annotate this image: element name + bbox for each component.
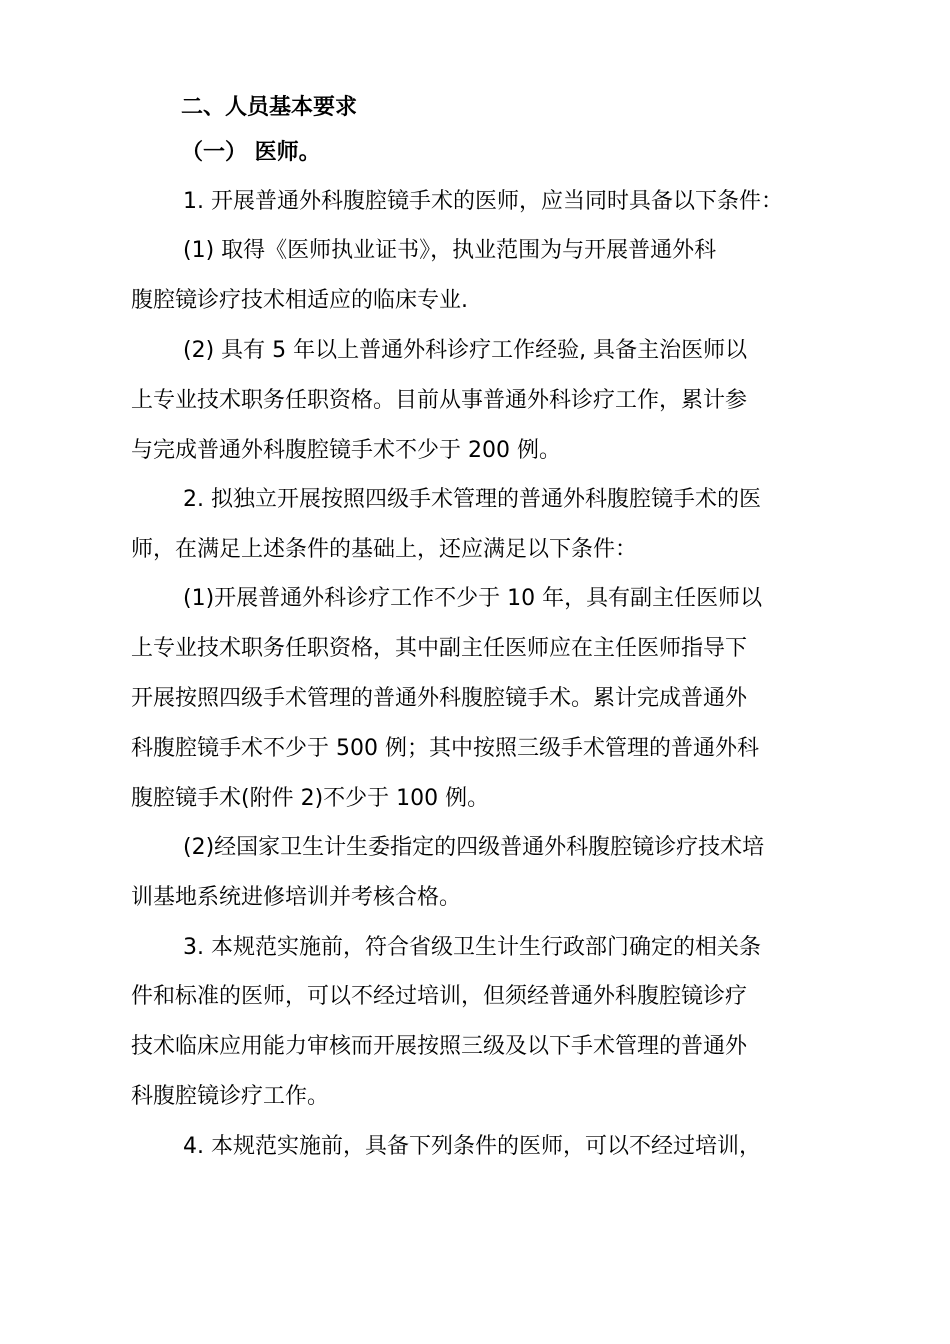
paragraph-line: 上专业技术职务任职资格。目前从事普通外科诊疗工作，累计参 — [131, 388, 748, 413]
paragraph-line: 4. 本规范实施前，具备下列条件的医师，可以不经过培训， — [183, 1134, 761, 1159]
paragraph-line: (1)开展普通外科诊疗工作不少于 10 年，具有副主任医师以 — [183, 586, 763, 611]
paragraph-line: 科腹腔镜诊疗工作。 — [131, 1084, 330, 1109]
paragraph-line: (2) 具有 5 年以上普通外科诊疗工作经验, 具备主治医师以 — [183, 338, 748, 363]
paragraph-line: 2. 拟独立开展按照四级手术管理的普通外科腹腔镜手术的医 — [183, 487, 761, 512]
section-heading: 二、人员基本要求 — [181, 95, 358, 120]
paragraph-line: (2)经国家卫生计生委指定的四级普通外科腹腔镜诊疗技术培 — [183, 835, 765, 860]
paragraph-line: 师，在满足上述条件的基础上，还应满足以下条件： — [131, 537, 638, 562]
paragraph-line: 与完成普通外科腹腔镜手术不少于 200 例。 — [131, 438, 561, 463]
paragraph-line: 3. 本规范实施前，符合省级卫生计生行政部门确定的相关条 — [183, 935, 761, 960]
paragraph-line: 腹腔镜诊疗技术相适应的临床专业. — [131, 288, 468, 313]
subsection-heading: （一） 医师。 — [181, 140, 321, 165]
paragraph-line: 科腹腔镜手术不少于 500 例；其中按照三级手术管理的普通外科 — [131, 736, 759, 761]
paragraph-line: (1) 取得《医师执业证书》，执业范围为与开展普通外科 — [183, 238, 717, 263]
paragraph-line: 上专业技术职务任职资格，其中副主任医师应在主任医师指导下 — [131, 636, 748, 661]
paragraph-line: 开展按照四级手术管理的普通外科腹腔镜手术。累计完成普通外 — [131, 686, 748, 711]
paragraph-line: 技术临床应用能力审核而开展按照三级及以下手术管理的普通外 — [131, 1034, 748, 1059]
paragraph-line: 训基地系统进修培训并考核合格。 — [131, 885, 462, 910]
paragraph-line: 腹腔镜手术(附件 2)不少于 100 例。 — [131, 786, 490, 811]
paragraph-line: 件和标准的医师，可以不经过培训，但须经普通外科腹腔镜诊疗 — [131, 984, 748, 1009]
paragraph-line: 1. 开展普通外科腹腔镜手术的医师，应当同时具备以下条件： — [183, 189, 783, 214]
